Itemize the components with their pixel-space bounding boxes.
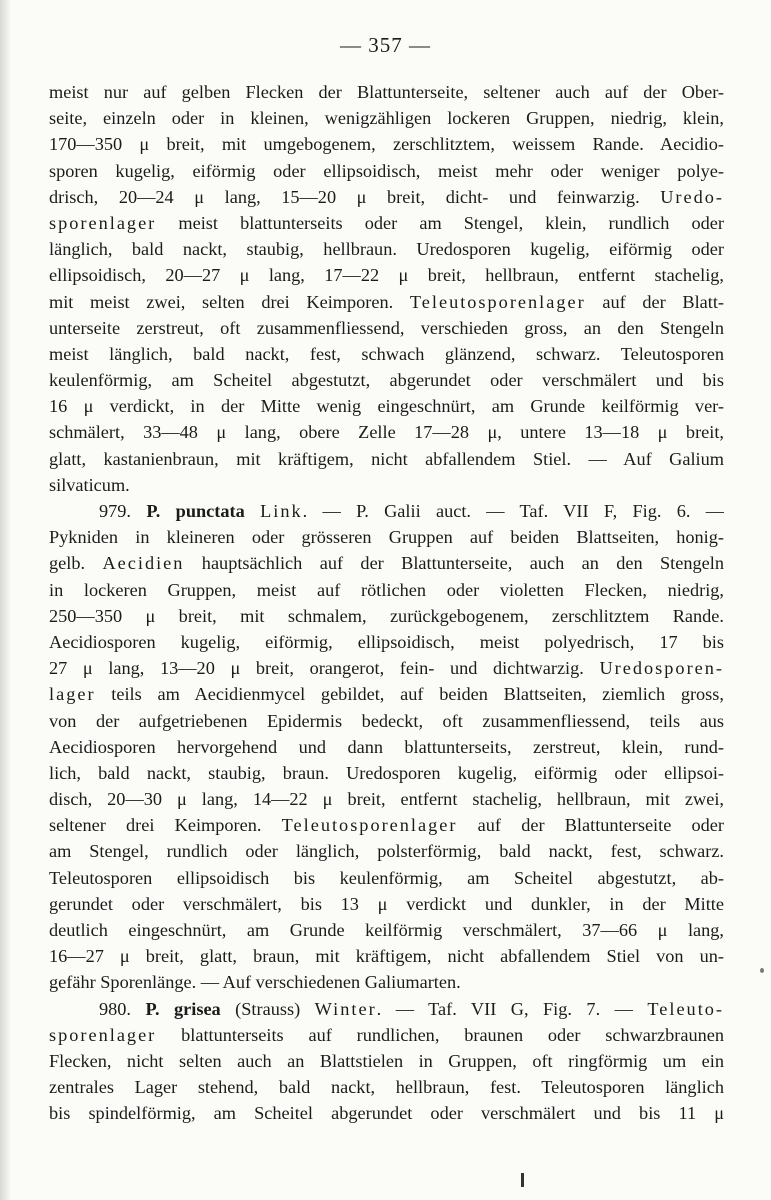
text-run: glatt, kastanienbraun, mit kräftigem, nicht abfallendem Stiel. — Auf Galium <box>49 448 724 469</box>
text-run: von der aufgetriebenen Epidermis bedeckt, oft zusammenfliessend, teils aus <box>49 710 724 731</box>
text-run: auf der Blattunterseite oder <box>457 815 724 836</box>
text-line <box>49 446 724 472</box>
text-run: 16 μ verdickt, in der Mitte wenig eingeschnürt, am Grunde keilförmig ver- <box>49 396 724 417</box>
text-run: seite, einzeln oder in kleinen, wenigzähligen lockeren Gruppen, niedrig, klein, <box>49 108 724 129</box>
text-run: schmälert, 33—48 μ lang, obere Zelle 17—28 μ, untere 13—18 μ breit, <box>49 422 724 443</box>
species-name: P. punctata <box>146 501 245 521</box>
text-line <box>49 184 724 210</box>
text-line <box>49 367 724 393</box>
text-line <box>49 1048 724 1074</box>
text-line <box>49 262 724 288</box>
spaced-term: Teleutosporenlager <box>409 291 586 312</box>
text-run: mit meist zwei, selten drei Keimporen. <box>49 291 410 312</box>
text-line <box>49 838 724 864</box>
text-run: 980. <box>99 998 146 1019</box>
text-line <box>49 472 724 498</box>
text-line <box>49 577 724 603</box>
text-run: deutlich eingeschnürt, am Grunde keilförmig verschmälert, 37—66 μ lang, <box>49 920 724 940</box>
text-line <box>49 681 724 707</box>
text-run: 979. <box>99 501 147 521</box>
text-line <box>49 131 724 157</box>
text-run: auf der Blatt- <box>585 291 724 312</box>
spaced-term: Aecidien <box>102 553 185 574</box>
text-line <box>49 603 724 629</box>
text-run: ellipsoidisch, 20—27 μ lang, 17—22 μ breit, hellbraun, entfernt stachelig, <box>49 265 724 286</box>
spaced-term: sporenlager <box>49 212 157 233</box>
spaced-term: Uredo- <box>660 186 724 207</box>
text-line <box>49 969 724 995</box>
text-line <box>49 865 724 891</box>
page-number: — 357 — <box>340 33 431 57</box>
text-line <box>49 341 724 367</box>
margin-dot-mark <box>760 968 764 973</box>
text-run: am Stengel, rundlich oder länglich, polsterförmig, bald nackt, fest, schwarz. <box>49 841 724 862</box>
text-run: Aecidiosporen hervorgehend und dann blattunterseits, zerstreut, klein, rund- <box>49 736 724 757</box>
text-run: unterseite zerstreut, oft zusammenfliessend, verschieden gross, an den Stengeln <box>49 317 724 338</box>
text-line <box>49 786 724 812</box>
text-line <box>49 393 724 419</box>
text-line <box>49 1022 724 1048</box>
spaced-term: Uredosporen- <box>599 658 724 679</box>
text-line <box>49 734 724 760</box>
text-run: silvaticum. <box>49 474 130 495</box>
text-line <box>49 315 724 341</box>
text-line <box>49 498 724 524</box>
text-line <box>49 812 724 838</box>
species-name: P. grisea <box>145 998 221 1019</box>
text-run: keulenförmig, am Scheitel abgestutzt, abgerundet oder verschmälert und bis <box>49 370 724 391</box>
text-run: 170—350 μ breit, mit umgebogenem, zerschlitztem, weissem Rande. Aecidio- <box>49 134 724 155</box>
body-text <box>49 79 724 1127</box>
text-run: teils am Aecidienmycel gebildet, auf beiden Blattseiten, ziemlich gross, <box>95 684 724 705</box>
text-line <box>49 524 724 550</box>
text-line <box>49 708 724 734</box>
spaced-term: lager <box>49 684 96 705</box>
text-line <box>49 419 724 445</box>
text-line <box>49 943 724 969</box>
text-line <box>49 917 724 943</box>
text-run: lich, bald nackt, staubig, braun. Uredosporen kugelig, eiförmig oder ellipsoi- <box>49 762 724 783</box>
text-line <box>49 289 724 315</box>
text-run: (Strauss) <box>220 998 315 1019</box>
text-line <box>49 996 724 1022</box>
text-line <box>49 105 724 131</box>
text-run: 27 μ lang, 13—20 μ breit, orangerot, fein- und dichtwarzig. <box>49 658 600 679</box>
text-run: Teleutosporen ellipsoidisch bis keulenförmig, am Scheitel abgestutzt, ab- <box>49 867 724 888</box>
text-run: gelb. <box>49 553 103 574</box>
text-run: blattunterseits auf rundlichen, braunen oder schwarzbraunen <box>156 1024 724 1045</box>
text-run: gefähr Sporenlänge. — Auf verschiedenen Galiumarten. <box>49 972 461 993</box>
text-run: in lockeren Gruppen, meist auf rötlichen oder violetten Flecken, niedrig, <box>49 579 724 600</box>
text-line <box>49 236 724 262</box>
text-run: . — Taf. VII G, Fig. 7. — <box>376 998 648 1019</box>
text-run: Pykniden in kleineren oder grösseren Gruppen auf beiden Blattseiten, honig- <box>49 527 724 548</box>
text-run: drisch, 20—24 μ lang, 15—20 μ breit, dicht- und feinwarzig. <box>49 186 661 207</box>
text-run: Aecidiosporen kugelig, eiförmig, ellipsoidisch, meist polyedrisch, 17 bis <box>49 631 724 652</box>
text-run: zentrales Lager stehend, bald nackt, hellbraun, fest. Teleutosporen länglich <box>49 1077 724 1098</box>
text-run: meist länglich, bald nackt, fest, schwach glänzend, schwarz. Teleutosporen <box>49 343 724 364</box>
spaced-term: Teleutosporenlager <box>281 815 458 836</box>
text-line <box>49 655 724 681</box>
text-run: disch, 20—30 μ lang, 14—22 μ breit, entfernt stachelig, hellbraun, mit zwei, <box>49 789 724 810</box>
text-run <box>245 501 260 521</box>
text-run: meist blattunterseits oder am Stengel, klein, rundlich oder <box>156 212 724 233</box>
spaced-term: Winter <box>314 998 377 1019</box>
text-line <box>49 760 724 786</box>
text-run: bis spindelförmig, am Scheitel abgerundet oder verschmälert und bis 11 μ <box>49 1103 724 1124</box>
page-edge-shadow <box>0 0 10 1200</box>
text-run: . — P. Galii auct. — Taf. VII F, Fig. 6. — <box>302 501 724 521</box>
text-line <box>49 158 724 184</box>
bottom-ink-speck <box>521 1173 524 1187</box>
text-line <box>49 79 724 105</box>
text-run: Flecken, nicht selten auch an Blattstielen in Gruppen, oft ringförmig um ein <box>49 1050 724 1071</box>
spaced-term: Link <box>260 501 303 521</box>
text-line <box>49 1074 724 1100</box>
text-run: 16—27 μ breit, glatt, braun, mit kräftigem, nicht abfallendem Stiel von un- <box>49 946 724 967</box>
text-line <box>49 1100 724 1126</box>
text-line <box>49 550 724 576</box>
text-run: 250—350 μ breit, mit schmalem, zurückgebogenem, zerschlitztem Rande. <box>49 605 724 626</box>
text-run: hauptsächlich auf der Blattunterseite, auch an den Stengeln <box>184 553 724 574</box>
text-run: gerundet oder verschmälert, bis 13 μ verdickt und dunkler, in der Mitte <box>49 893 724 914</box>
text-run: meist nur auf gelben Flecken der Blattunterseite, seltener auch auf der Ober- <box>49 82 724 102</box>
text-line <box>49 210 724 236</box>
text-line <box>49 629 724 655</box>
text-run: seltener drei Keimporen. <box>49 815 282 836</box>
text-line <box>49 891 724 917</box>
spaced-term: sporenlager <box>49 1024 157 1045</box>
spaced-term: Teleuto- <box>647 998 724 1019</box>
text-run: länglich, bald nackt, staubig, hellbraun. Uredosporen kugelig, eiförmig oder <box>49 239 724 260</box>
text-run: sporen kugelig, eiförmig oder ellipsoidisch, meist mehr oder weniger polye- <box>49 160 724 181</box>
